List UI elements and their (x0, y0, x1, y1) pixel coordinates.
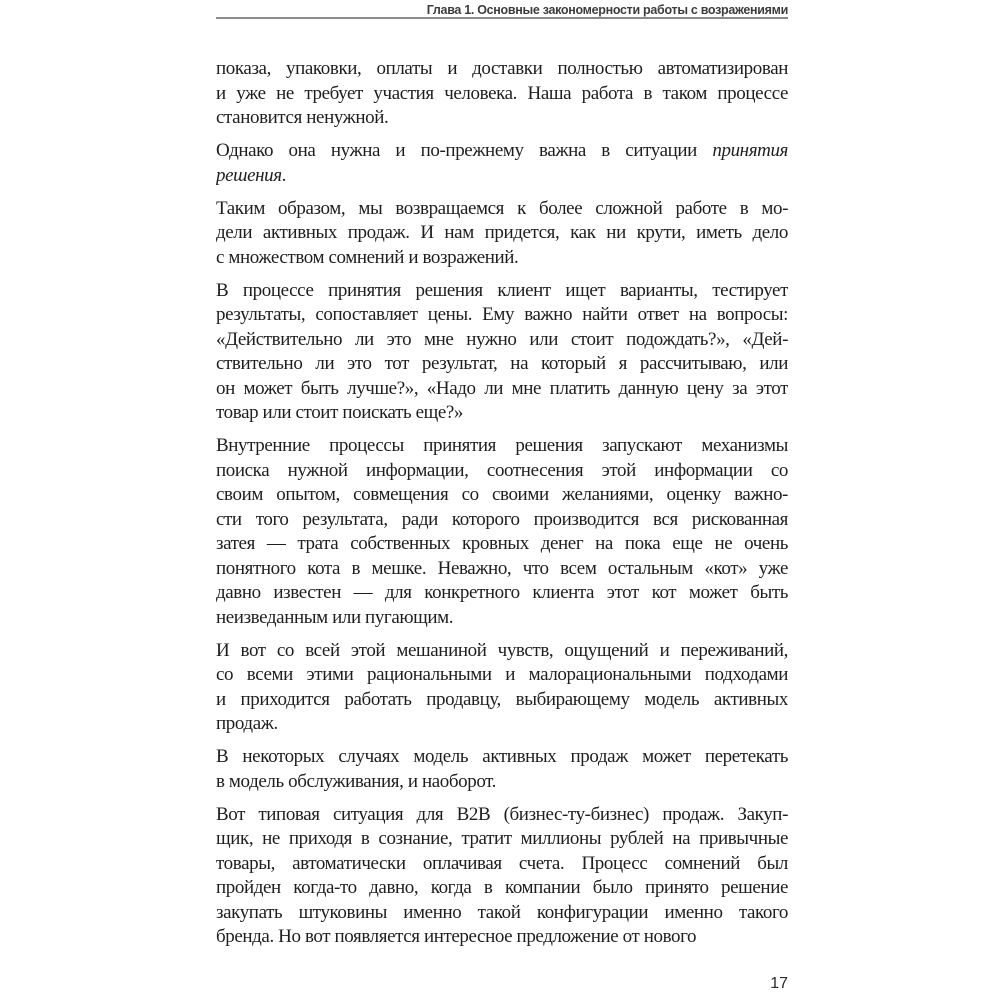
text-line (216, 483, 788, 508)
text-segment: своим опытом, совмещения со своими желаниями, оценку важно- (216, 484, 788, 505)
text-line (216, 901, 788, 926)
text-segment: «Действительно ли это мне нужно или стоит подождать?», «Дей- (216, 328, 788, 350)
text-segment: товар или стоит поискать еще?» (216, 402, 464, 423)
text-segment: В некоторых случаях модель активных продаж может перетекать (216, 746, 788, 767)
text-segment: давно известен — для конкретного клиента этот кот может быть (216, 582, 788, 603)
text-segment: Вот типовая ситуация для B2B (бизнес-ту-бизнес) продаж. Закуп- (216, 803, 788, 825)
text-line (216, 876, 788, 901)
text-segment: и уже не требует участия человека. Наша работа в таком процессе (216, 82, 788, 104)
text-line (216, 606, 788, 631)
text-segment: дели активных продаж. И нам придется, как ни крути, иметь дело (216, 222, 788, 243)
text-segment: сти того результата, ради которого производится вся рискованная (216, 508, 788, 530)
page-number: 17 (770, 975, 788, 992)
text-line (216, 803, 788, 828)
text-line (216, 508, 788, 533)
text-line (216, 745, 788, 770)
text-line (216, 246, 788, 271)
text-segment: закупать штуковины именно такой конфигурации именно такого (216, 901, 788, 923)
text-line (216, 639, 788, 664)
text-line (216, 557, 788, 582)
running-head-chapter-title: Глава 1. Основные закономерности работы с возражениями (426, 3, 788, 17)
text-segment: поиска нужной информации, соотнесения этой информации со (216, 459, 788, 481)
paragraph (216, 139, 788, 188)
text-line (216, 581, 788, 606)
text-segment: со всеми этими рациональными и малорациональными подходами (216, 664, 788, 685)
text-line (216, 106, 788, 131)
text-line (216, 532, 788, 557)
text-line (216, 197, 788, 222)
text-line (216, 770, 788, 795)
text-segment: и приходится работать продавцу, выбирающему модель активных (216, 688, 788, 710)
text-line (216, 57, 788, 82)
text-segment: становится ненужной. (216, 107, 389, 128)
text-segment: щик, не приходя в сознание, тратит миллионы рублей на привычные (216, 828, 788, 849)
text-line (216, 852, 788, 877)
text-segment: Однако она нужна и по-прежнему важна в ситуации (216, 140, 713, 161)
text-line (216, 688, 788, 713)
text-segment: бренда. Но вот появляется интересное предложение от нового (216, 926, 697, 947)
text-segment: И вот со всей этой мешаниной чувств, ощущений и переживаний, (216, 639, 788, 661)
text-segment: ствительно ли это тот результат, на который я рассчитываю, или (216, 353, 788, 374)
text-segment: продаж. (216, 713, 278, 734)
text-column (216, 0, 788, 1000)
text-segment: В процессе принятия решения клиент ищет варианты, тестирует (216, 279, 788, 301)
text-line (216, 82, 788, 107)
text-line (216, 827, 788, 852)
text-segment: пройден когда-то давно, когда в компании было принято решение (216, 877, 788, 898)
text-segment: товары, автоматически оплачивая счета. Процесс сомнений был (216, 852, 788, 874)
text-segment: с множеством сомнений и возражений. (216, 246, 519, 268)
text-line (216, 352, 788, 377)
paragraph (216, 745, 788, 794)
text-segment: понятного кота в мешке. Неважно, что всем остальным «кот» уже (216, 557, 788, 579)
page-body (216, 57, 788, 958)
paragraph (216, 57, 788, 131)
text-segment: . (281, 164, 287, 186)
text-segment: неизведанным или пугающим. (216, 606, 454, 628)
text-line (216, 303, 788, 328)
text-line (216, 712, 788, 737)
text-segment: затея — трата собственных кровных денег на пока еще не очень (216, 533, 788, 554)
text-line (216, 139, 788, 164)
paragraph (216, 279, 788, 426)
text-line (216, 401, 788, 426)
paragraph (216, 434, 788, 630)
text-line (216, 279, 788, 304)
paragraph (216, 639, 788, 737)
text-line (216, 663, 788, 688)
text-line (216, 164, 788, 189)
text-line (216, 434, 788, 459)
text-line (216, 377, 788, 402)
text-segment: он может быть лучше?», «Надо ли мне платить данную цену за этот (216, 377, 788, 399)
text-segment: результаты, сопоставляет цены. Ему важно найти ответ на вопросы: (216, 304, 788, 325)
text-line (216, 328, 788, 353)
italic-text-segment: решения (216, 164, 282, 186)
text-segment: показа, упаковки, оплаты и доставки полностью автоматизирован (216, 58, 788, 79)
paragraph (216, 803, 788, 950)
italic-text-segment: принятия (712, 140, 788, 161)
paragraph (216, 197, 788, 271)
text-line (216, 221, 788, 246)
text-line (216, 925, 788, 950)
text-segment: в модель обслуживания, и наоборот. (216, 770, 497, 792)
header-rule (216, 17, 788, 19)
text-line (216, 459, 788, 484)
text-segment: Таким образом, мы возвращаемся к более сложной работе в мо- (216, 197, 788, 219)
text-segment: Внутренние процессы принятия решения запускают механизмы (216, 435, 788, 456)
